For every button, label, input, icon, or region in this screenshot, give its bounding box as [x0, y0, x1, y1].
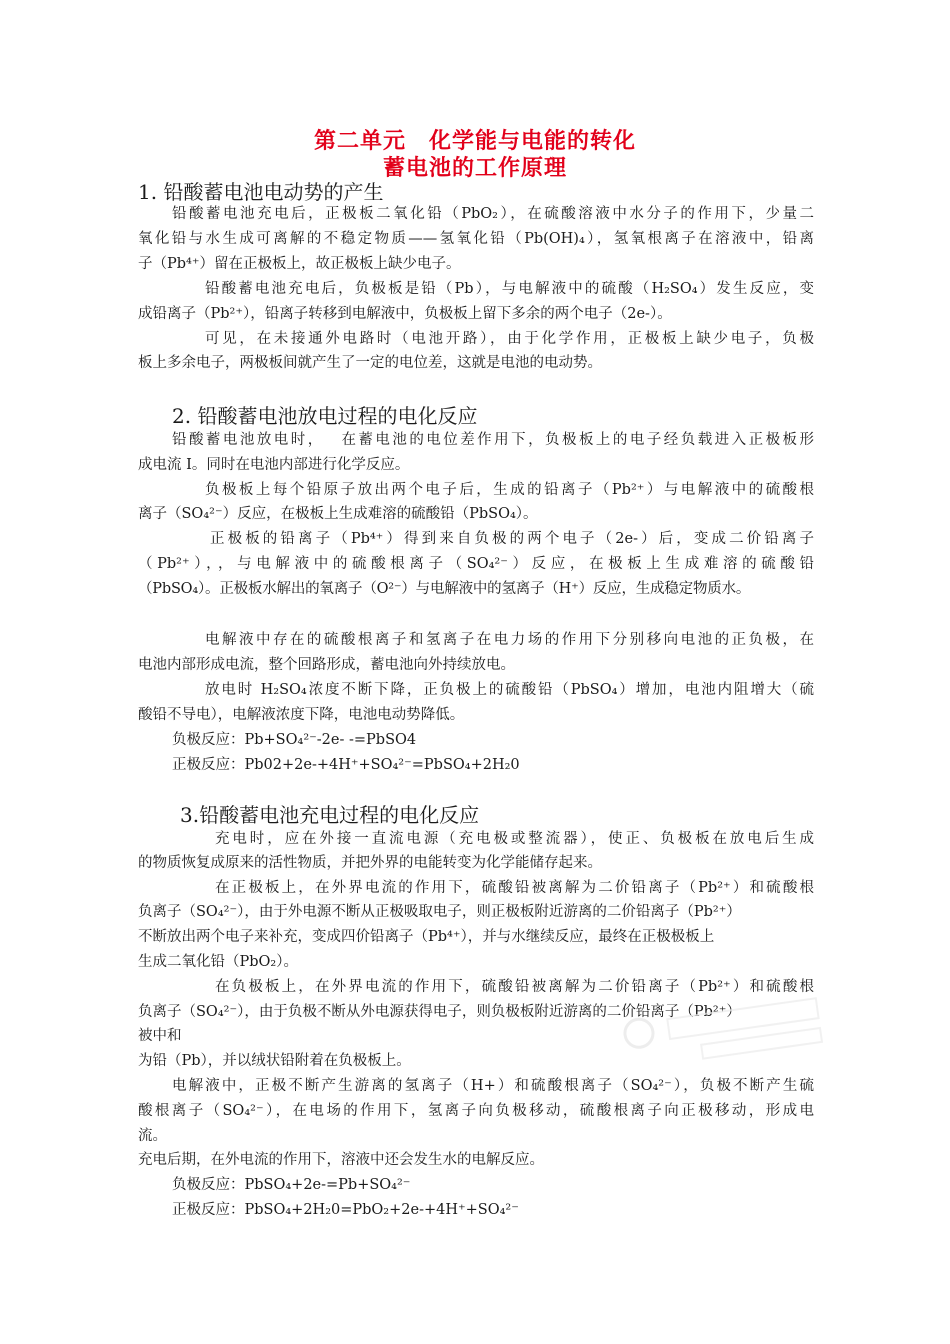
paragraph-line: 酸铅不导电），电解液浓度下降，电池电动势降低。	[138, 707, 465, 723]
paragraph-line: 负极板上每个铅原子放出两个电子后，生成的铅离子（Pb²⁺）与电解液中的硫酸根	[205, 482, 814, 498]
paragraph-line: 氧化铅与水生成可离解的不稳定物质——氢氧化铅（Pb(OH)₄），氢氧根离子在溶液中，铅离	[138, 231, 814, 247]
paragraph-line: （Pb²⁺），，与电解液中的硫酸根离子（SO₄²⁻）反应，在极板上生成难溶的硫酸铅	[138, 556, 814, 572]
paragraph-line: 电解液中，正极不断产生游离的氢离子（H+）和硫酸根离子（SO₄²⁻），负极不断产生硫	[172, 1078, 814, 1094]
negative-electrode-reaction: 负极反应：PbSO₄+2e-=Pb+SO₄²⁻	[172, 1177, 411, 1193]
paragraph-line: 铅酸蓄电池放电时， 在蓄电池的电位差作用下，负极板上的电子经负载进入正极板形	[172, 432, 814, 448]
section-2-heading: 2. 铅酸蓄电池放电过程的电化反应	[172, 404, 478, 428]
watermark-icon	[596, 984, 843, 1087]
paragraph-line: 负离子（SO₄²⁻），由于外电源不断从正极吸取电子，则正极板附近游离的二价铅离子（Pb²⁺）	[138, 904, 741, 920]
paragraph-line: 板上多余电子，两极板间就产生了一定的电位差，这就是电池的电动势。	[138, 355, 602, 371]
negative-electrode-reaction: 负极反应：Pb+SO₄²⁻-2e- -=PbSO4	[172, 732, 417, 748]
paragraph-line: 在负极板上，在外界电流的作用下，硫酸铅被离解为二价铅离子（Pb²⁺）和硫酸根	[215, 979, 814, 995]
paragraph-line: 离子（SO₄²⁻）反应，在极板上生成难溶的硫酸铅（PbSO₄）。	[138, 506, 538, 522]
paragraph-line: 可见，在未接通外电路时（电池开路），由于化学作用，正极板上缺少电子，负极	[205, 331, 814, 347]
section-1-heading: 1. 铅酸蓄电池电动势的产生	[138, 180, 384, 204]
paragraph-line: 放电时 H₂SO₄浓度不断下降，正负极上的硫酸铅（PbSO₄）增加，电池内阻增大（硫	[205, 682, 814, 698]
unit-title: 第二单元 化学能与电能的转化	[313, 129, 636, 154]
positive-electrode-reaction: 正极反应：PbSO₄+2H₂0=PbO₂+2e-+4H⁺+SO₄²⁻	[172, 1202, 519, 1218]
paragraph-line: 的物质恢复成原来的活性物质，并把外界的电能转变为化学能储存起来。	[138, 855, 602, 871]
paragraph-line: 在正极板上，在外界电流的作用下，硫酸铅被离解为二价铅离子（Pb²⁺）和硫酸根	[215, 880, 814, 896]
paragraph-line: 酸根离子（SO₄²⁻），在电场的作用下，氢离子向负极移动，硫酸根离子向正极移动，形成电	[138, 1103, 814, 1119]
paragraph-line: 铅酸蓄电池充电后，正极板二氧化铅（PbO₂），在硫酸溶液中水分子的作用下，少量二	[172, 206, 814, 222]
paragraph-line: 电解液中存在的硫酸根离子和氢离子在电力场的作用下分别移向电池的正负极，在	[205, 632, 814, 648]
paragraph-line: 为铅（Pb），并以绒状铅附着在负极板上。	[138, 1053, 411, 1069]
paragraph-line: 生成二氧化铅（PbO₂）。	[138, 954, 298, 970]
paragraph-line: 负离子（SO₄²⁻），由于负极不断从外电源获得电子，则负极板附近游离的二价铅离子（Pb²⁺）	[138, 1004, 741, 1020]
section-3-heading: 3.铅酸蓄电池充电过程的电化反应	[180, 803, 480, 827]
paragraph-line: 成电流 I。同时在电池内部进行化学反应。	[138, 457, 410, 473]
paragraph-line: 电池内部形成电流，整个回路形成，蓄电池向外持续放电。	[138, 657, 515, 673]
paragraph-line: 流。	[138, 1128, 167, 1144]
paragraph-line: 充电时，应在外接一直流电源（充电极或整流器），使正、负极板在放电后生成	[215, 831, 814, 847]
paragraph-line: 充电后期，在外电流的作用下，溶液中还会发生水的电解反应。	[138, 1152, 544, 1168]
positive-electrode-reaction: 正极反应：Pb02+2e-+4H⁺+SO₄²⁻=PbSO₄+2H₂0	[172, 757, 520, 773]
paragraph-line: 铅酸蓄电池充电后，负极板是铅（Pb），与电解液中的硫酸（H₂SO₄）发生反应，变	[205, 281, 814, 297]
paragraph-line: （PbSO₄）。正极板水解出的氧离子（O²⁻）与电解液中的氢离子（H⁺）反应，生成稳定物质水。	[138, 581, 751, 597]
paragraph-line: 成铅离子（Pb²⁺），铅离子转移到电解液中，负极板上留下多余的两个电子（2e-）。	[138, 306, 672, 322]
paragraph-line: 正极板的铅离子（Pb⁴⁺）得到来自负极的两个电子（2e-）后，变成二价铅离子	[210, 531, 814, 547]
document-title: 蓄电池的工作原理	[382, 156, 567, 181]
watermark-logo	[596, 984, 843, 1087]
paragraph-line: 子（Pb⁴⁺）留在正极板上，故正极板上缺少电子。	[138, 256, 461, 272]
paragraph-line: 不断放出两个电子来补充，变成四价铅离子（Pb⁴⁺），并与水继续反应，最终在正极极板上	[138, 929, 715, 945]
paragraph-line: 被中和	[138, 1028, 182, 1044]
